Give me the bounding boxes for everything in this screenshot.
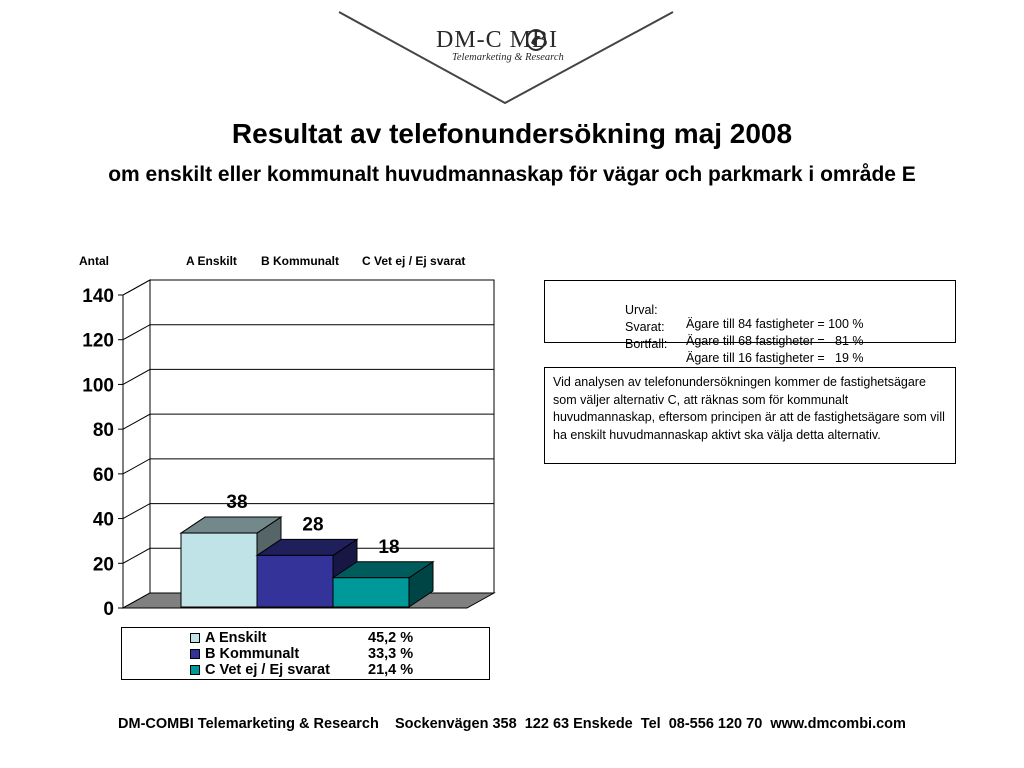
y-tick-label: 100 <box>82 375 114 397</box>
page-subtitle: om enskilt eller kommunalt huvudmannaskap för vägar och parkmark i område E <box>108 163 916 186</box>
chart-side-wall <box>123 280 150 608</box>
chart-header-ylabel: Antal <box>79 254 109 268</box>
y-tick-label: 140 <box>82 286 114 307</box>
sample-key: Bortfall: <box>625 337 668 351</box>
chart-header-category-a: A Enskilt <box>186 254 237 268</box>
legend-pct-a: 45,2 % <box>368 630 414 646</box>
sample-value: Ägare till 84 fastigheter = 100 % <box>686 317 864 331</box>
page-footer: DM-COMBI Telemarketing & Research Sockenvägen 358 122 63 Enskede Tel 08-556 120 70 www.dmcombi.com <box>118 716 906 732</box>
legend-label-b: B Kommunalt <box>205 646 300 662</box>
legend-swatch-a <box>190 633 200 643</box>
y-tick-label: 120 <box>82 330 114 352</box>
y-tick-label: 40 <box>92 509 114 531</box>
legend-pct-b: 33,3 % <box>368 646 414 662</box>
legend-swatch-b <box>190 649 200 659</box>
y-tick-label: 80 <box>92 420 114 442</box>
bar <box>333 578 409 607</box>
chart-legend <box>121 627 490 680</box>
y-tick-label: 0 <box>103 599 114 620</box>
bar-data-label: 18 <box>378 536 400 558</box>
bar-data-label: 28 <box>302 514 324 536</box>
bar-data-label: 38 <box>226 492 248 514</box>
logo <box>0 0 1024 110</box>
y-tick-label: 20 <box>92 554 114 576</box>
chart-header-category-c: C Vet ej / Ej svarat <box>362 254 466 268</box>
sample-key: Urval: <box>625 303 658 317</box>
sample-info-box <box>544 280 956 365</box>
bar <box>181 533 257 607</box>
analysis-note-box: Vid analysen av telefonundersökningen kommer de fastighetsägare som väljer alternativ C, att räknas som för kommunalt huvudmannaskap, eftersom principen är att de fastighetsägare som vill ha enskilt huvudmannaskap aktivt ska välja detta alternativ. <box>544 367 956 464</box>
logo-brand: DM-C MBI <box>436 27 559 53</box>
logo-tagline: Telemarketing & Research <box>452 52 564 63</box>
y-tick-label: 60 <box>92 464 114 486</box>
legend-swatch-c <box>190 665 200 675</box>
bar <box>257 555 333 607</box>
sample-key: Svarat: <box>625 320 665 334</box>
chart-header-category-b: B Kommunalt <box>261 254 339 268</box>
legend-label-a: A Enskilt <box>205 630 267 646</box>
legend-label-c: C Vet ej / Ej svarat <box>205 662 330 678</box>
bar-chart <box>0 270 520 620</box>
legend-pct-c: 21,4 % <box>368 662 414 678</box>
sample-value: Ägare till 68 fastigheter = 81 % <box>686 334 864 348</box>
page-title: Resultat av telefonundersökning maj 2008 <box>231 118 793 149</box>
sample-value: Ägare till 16 fastigheter = 19 % <box>686 351 864 365</box>
